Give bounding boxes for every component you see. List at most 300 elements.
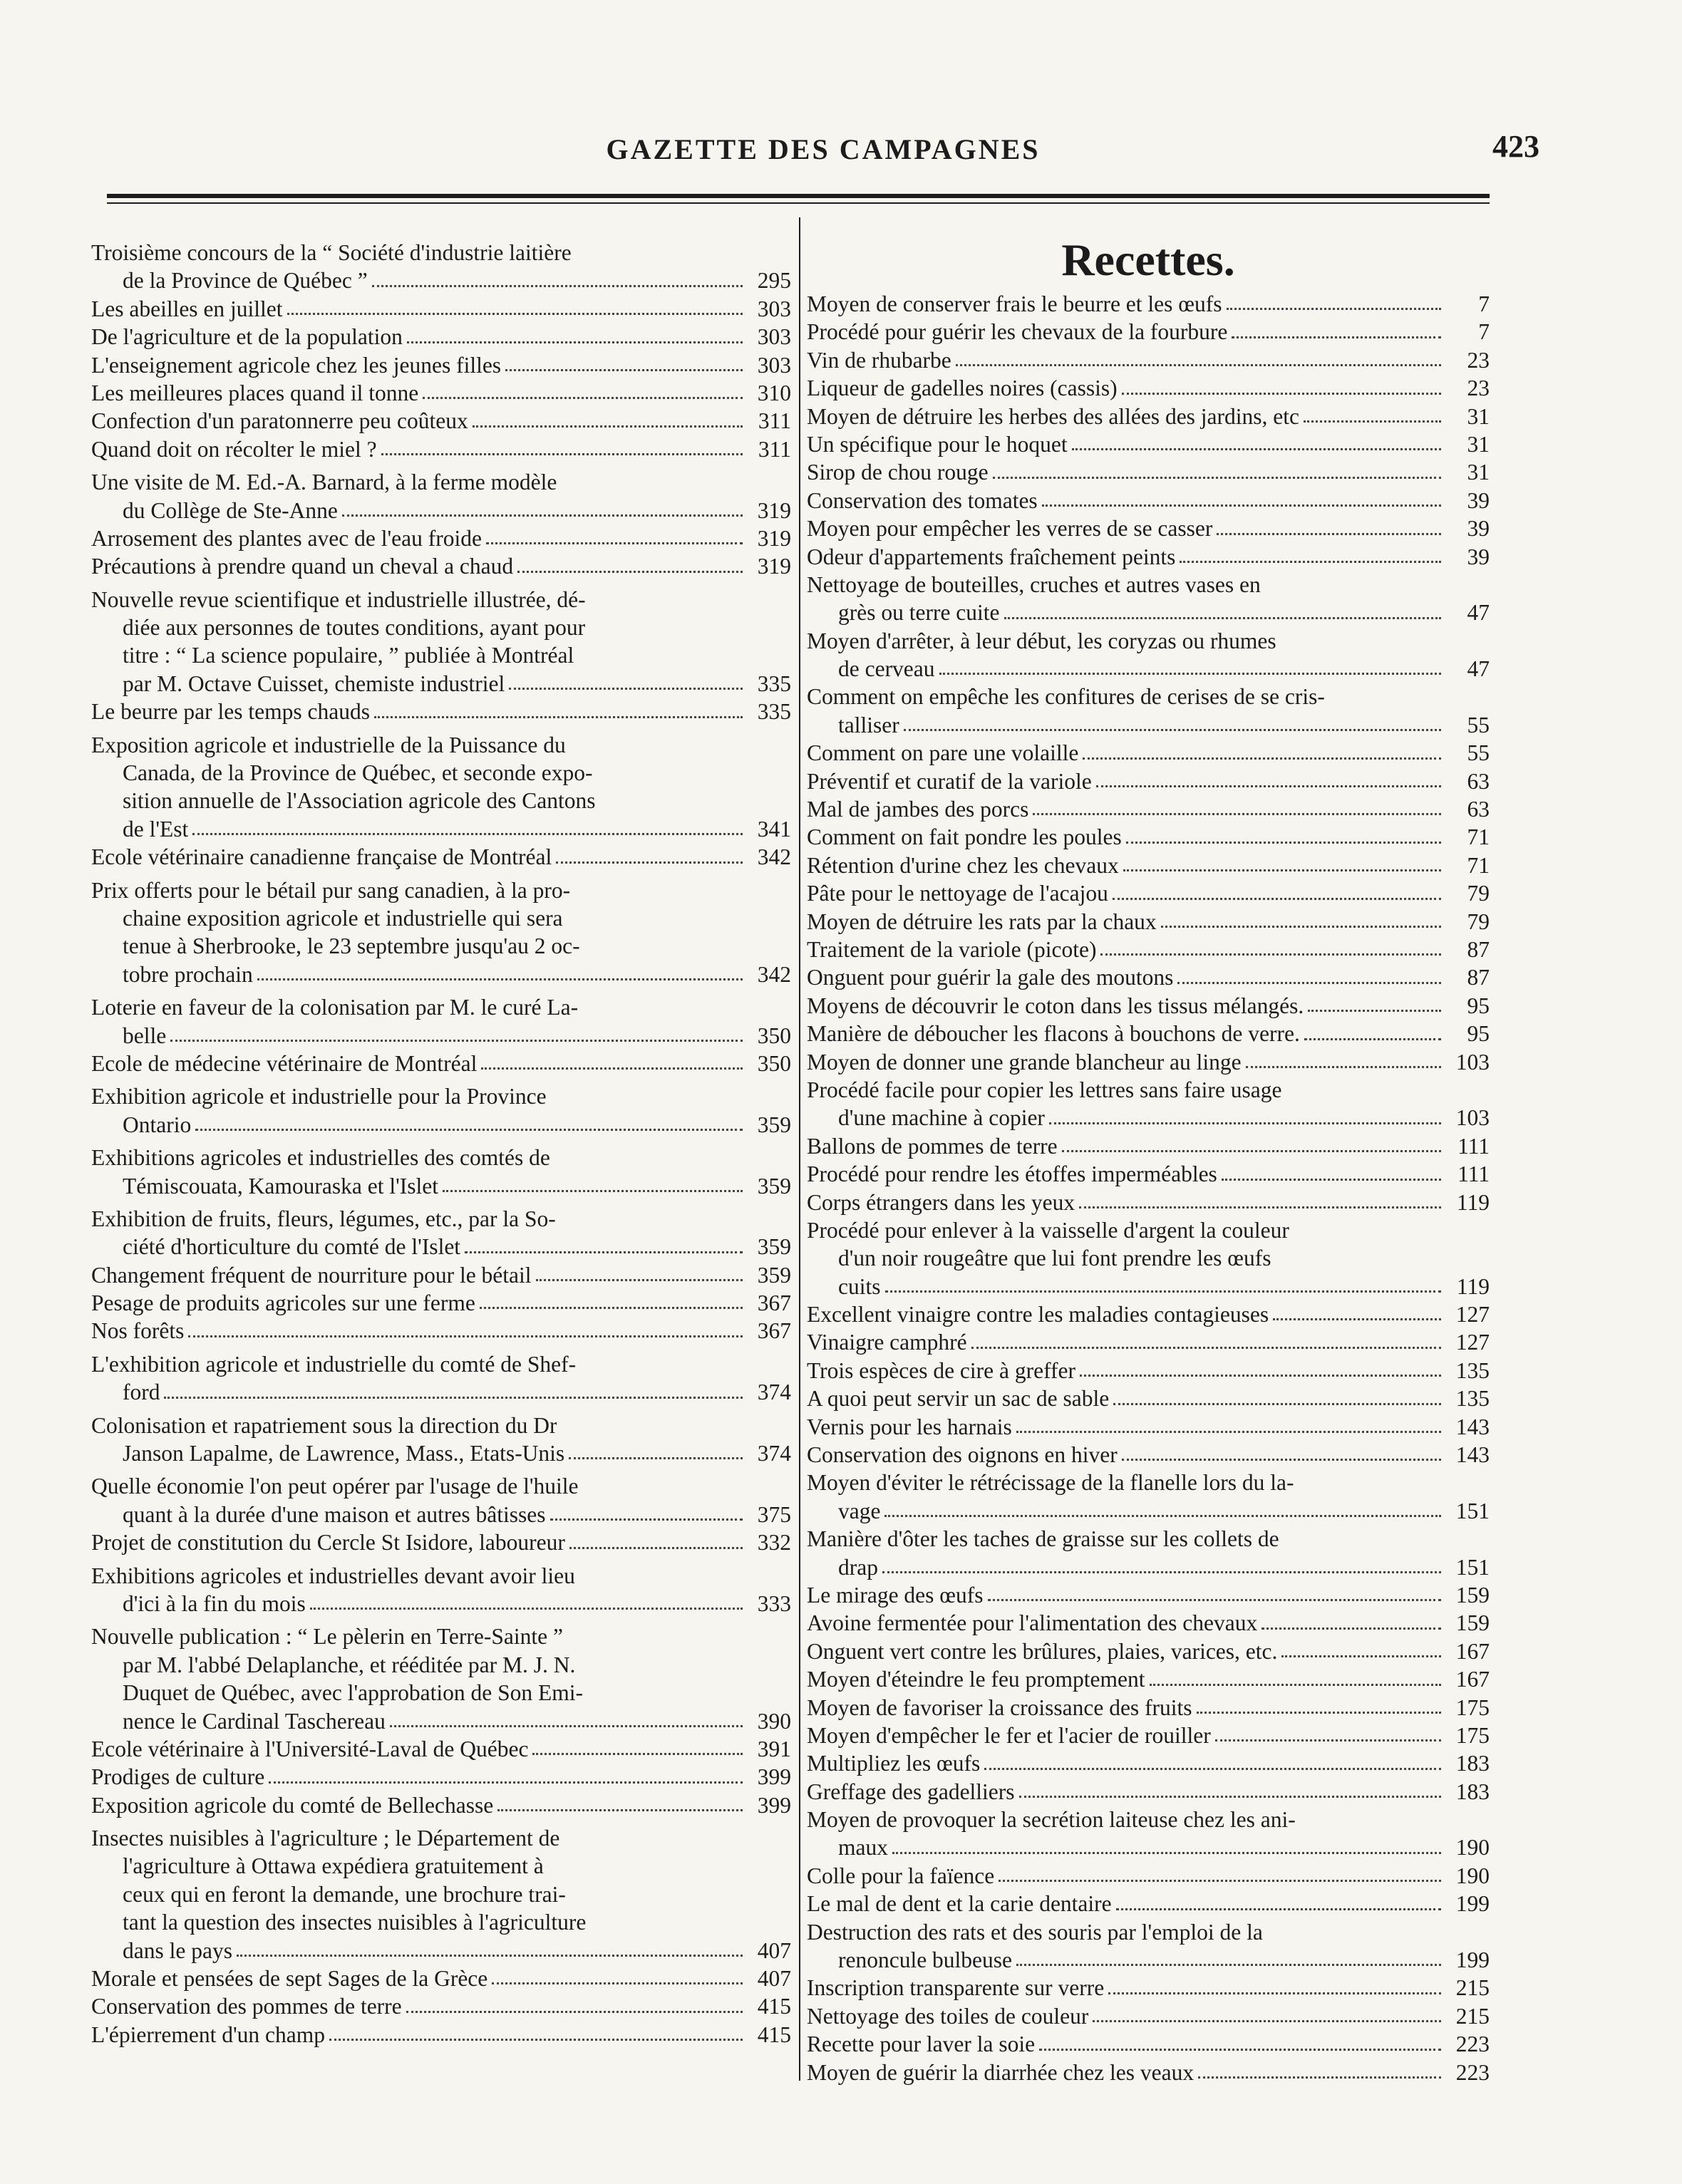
entry-line <box>91 468 791 496</box>
index-entry <box>91 1562 791 1618</box>
entry-line <box>91 1623 791 1650</box>
entry-text: Le mirage des œufs <box>807 1582 984 1608</box>
entry-text: Conservation des pommes de terre <box>91 1994 402 2019</box>
entry-text: quant à la durée d'une maison et autres bâtisses <box>123 1501 546 1527</box>
index-entry <box>91 323 791 351</box>
entry-line <box>91 1205 791 1233</box>
entry-line <box>807 1946 1490 1974</box>
entry-page-number: 350 <box>757 1023 791 1048</box>
index-entry <box>807 908 1490 936</box>
leader-dots <box>195 1129 743 1131</box>
leader-dots <box>1122 1459 1441 1461</box>
leader-dots <box>269 1781 743 1784</box>
entry-line <box>91 524 791 552</box>
entry-text: Recette pour laver la soie <box>807 2032 1036 2057</box>
entry-page-number: 167 <box>1455 1667 1490 1692</box>
entry-page-number: 350 <box>757 1050 791 1076</box>
entry-page-number: 39 <box>1467 516 1490 542</box>
entry-text: A quoi peut servir un sac de sable <box>807 1386 1110 1412</box>
entry-page-number: 71 <box>1467 824 1490 850</box>
entry-text: Nettoyage de bouteilles, cruches et autres vases en <box>807 571 1261 597</box>
entry-line <box>807 1890 1490 1918</box>
entry-line <box>807 1300 1490 1328</box>
leader-dots <box>188 1335 743 1337</box>
entry-text: Procédé pour enlever à la vaisselle d'argent la couleur <box>807 1217 1289 1243</box>
entry-line <box>91 1937 791 1965</box>
entry-line <box>807 599 1490 626</box>
entry-text: Vernis pour les harnais <box>807 1414 1012 1439</box>
entry-text: Moyen de favoriser la croissance des fruits <box>807 1694 1192 1720</box>
index-entry <box>807 963 1490 991</box>
leader-dots <box>988 1599 1441 1601</box>
index-entry <box>807 1974 1490 2002</box>
entry-line <box>807 514 1490 542</box>
leader-dots <box>381 453 743 455</box>
entry-page-number: 79 <box>1467 881 1490 906</box>
entry-text: Manière d'ôter les taches de graisse sur les collets de <box>807 1526 1279 1552</box>
index-entry <box>807 1216 1490 1300</box>
entry-line <box>807 1974 1490 2002</box>
entry-line <box>807 1469 1490 1496</box>
leader-dots <box>904 729 1441 731</box>
entry-page-number: 223 <box>1455 2059 1490 2085</box>
entry-line <box>807 487 1490 514</box>
entry-line <box>91 2021 791 2049</box>
entry-text: Moyen de guérir la diarrhée chez les veaux <box>807 2059 1195 2085</box>
index-entry <box>807 514 1490 542</box>
index-entry <box>807 346 1490 374</box>
entry-text: Duquet de Québec, avec l'approbation de Son Emi- <box>123 1680 583 1706</box>
entry-page-number: 215 <box>1455 2003 1490 2029</box>
index-entry <box>91 876 791 989</box>
entry-line <box>91 815 791 843</box>
entry-text: Exposition agricole et industrielle de la Puissance du <box>91 732 566 757</box>
entry-line <box>91 266 791 294</box>
entry-text: Ecole vétérinaire canadienne française de Montréal <box>91 844 552 870</box>
entry-line <box>807 1328 1490 1356</box>
entry-text: du Collège de Ste-Anne <box>123 497 338 523</box>
entry-line <box>91 323 791 351</box>
leader-dots <box>192 833 743 835</box>
index-entry <box>807 571 1490 627</box>
entry-page-number: 303 <box>757 324 791 350</box>
entry-text: Excellent vinaigre contre les maladies contagieuses <box>807 1302 1269 1328</box>
entry-text: Colle pour la faïence <box>807 1863 995 1888</box>
entry-page-number: 63 <box>1467 768 1490 794</box>
entry-page-number: 335 <box>757 671 791 696</box>
entry-page-number: 333 <box>757 1590 791 1616</box>
leader-dots <box>1215 1739 1441 1741</box>
entry-line <box>91 1763 791 1791</box>
index-entry <box>91 1317 791 1345</box>
index-entry <box>807 1665 1490 1693</box>
entry-line <box>91 239 791 266</box>
entry-line <box>807 852 1490 879</box>
entry-page-number: 375 <box>757 1501 791 1527</box>
recettes-list <box>807 290 1490 2086</box>
entry-line <box>807 1862 1490 1890</box>
entry-page-number: 175 <box>1455 1694 1490 1720</box>
index-entry <box>807 318 1490 346</box>
index-entry <box>807 1413 1490 1441</box>
leader-dots <box>956 364 1441 366</box>
entry-text: cuits <box>838 1273 881 1299</box>
entry-text: Exposition agricole du comté de Bellechasse <box>91 1792 494 1818</box>
index-entry <box>807 767 1490 795</box>
leader-dots <box>1227 308 1441 310</box>
entry-text: belle <box>123 1023 167 1048</box>
leader-dots <box>1262 1627 1441 1630</box>
entry-text: Confection d'un paratonnerre peu coûteux <box>91 408 468 434</box>
entry-page-number: 310 <box>757 380 791 405</box>
entry-page-number: 31 <box>1467 403 1490 429</box>
entry-text: Loterie en faveur de la colonisation par M. le curé La- <box>91 995 579 1020</box>
entry-line <box>91 1022 791 1050</box>
index-entry <box>91 1472 791 1528</box>
leader-dots <box>1093 2020 1441 2022</box>
entry-line <box>91 932 791 960</box>
leader-dots <box>1116 1908 1441 1910</box>
entry-line <box>807 1722 1490 1749</box>
index-entry <box>807 1722 1490 1749</box>
index-entry <box>91 1144 791 1200</box>
header-rule-thick <box>107 194 1490 198</box>
entry-text: Trois espèces de cire à greffer <box>807 1357 1075 1383</box>
entry-text: de cerveau <box>838 656 935 682</box>
leader-dots <box>1217 533 1441 535</box>
index-entry <box>807 1160 1490 1188</box>
index-entry <box>91 379 791 407</box>
entry-line <box>91 993 791 1021</box>
entry-line <box>807 1665 1490 1693</box>
index-entry <box>807 458 1490 486</box>
entry-text: Ontario <box>123 1112 192 1137</box>
entry-line <box>807 290 1490 318</box>
entry-page-number: 367 <box>757 1318 791 1344</box>
entry-text: Liqueur de gadelles noires (cassis) <box>807 376 1118 401</box>
entry-page-number: 167 <box>1455 1638 1490 1664</box>
entry-text: tenue à Sherbrooke, le 23 septembre jusqu'au 2 oc- <box>123 933 580 959</box>
entry-line <box>807 1216 1490 1244</box>
entry-line <box>91 641 791 669</box>
entry-text: Onguent pour guérir la gale des moutons <box>807 965 1174 990</box>
entry-text: ceux qui en feront la demande, une brochure trai- <box>123 1881 566 1907</box>
index-entry <box>91 295 791 323</box>
leader-dots <box>1016 1431 1441 1433</box>
leader-dots <box>406 2011 743 2013</box>
entry-text: Exhibition agricole et industrielle pour la Province <box>91 1084 547 1109</box>
entry-page-number: 159 <box>1455 1582 1490 1608</box>
entry-line <box>807 1189 1490 1216</box>
entry-line <box>91 379 791 407</box>
leader-dots <box>1080 1375 1441 1377</box>
entry-line <box>807 1132 1490 1160</box>
entry-line <box>91 1050 791 1077</box>
entry-line <box>807 1413 1490 1441</box>
entry-page-number: 303 <box>757 352 791 378</box>
index-entry <box>807 1806 1490 1862</box>
entry-line <box>91 1472 791 1500</box>
entry-line <box>91 1735 791 1763</box>
leader-dots <box>536 1279 743 1281</box>
entry-line <box>91 295 791 323</box>
index-entry <box>91 1289 791 1317</box>
entry-text: Janson Lapalme, de Lawrence, Mass., Etats-Unis <box>123 1441 565 1466</box>
entry-text: Témiscouata, Kamouraska et l'Islet <box>123 1173 439 1199</box>
entry-line <box>807 879 1490 907</box>
index-entry <box>807 1749 1490 1777</box>
leader-dots <box>971 1347 1441 1349</box>
index-entry <box>807 374 1490 402</box>
entry-page-number: 79 <box>1467 909 1490 934</box>
index-entry <box>91 435 791 463</box>
entry-line <box>91 1233 791 1261</box>
entry-text: Conservation des oignons en hiver <box>807 1442 1118 1468</box>
entry-text: Préventif et curatif de la variole <box>807 768 1092 794</box>
entry-line <box>807 1609 1490 1637</box>
entry-line <box>91 1412 791 1439</box>
entry-page-number: 119 <box>1456 1273 1490 1299</box>
entry-line <box>807 2030 1490 2058</box>
index-entry <box>91 586 791 698</box>
entry-line <box>807 1749 1490 1777</box>
entry-text: Moyen d'éviter le rétrécissage de la flanelle lors du la- <box>807 1470 1294 1496</box>
entry-text: Nettoyage des toiles de couleur <box>807 2003 1089 2029</box>
entry-line <box>91 1880 791 1908</box>
entry-text: Morale et pensées de sept Sages de la Grèce <box>91 1966 488 1992</box>
entry-text: Troisième concours de la “ Société d'industrie laitière <box>91 240 572 265</box>
entry-text: nence le Cardinal Taschereau <box>123 1708 386 1734</box>
entry-text: Pâte pour le nettoyage de l'acajou <box>807 881 1108 906</box>
index-entry <box>91 993 791 1050</box>
entry-page-number: 374 <box>757 1380 791 1405</box>
index-entry <box>807 823 1490 851</box>
leader-dots <box>473 425 743 428</box>
entry-text: Mal de jambes des porcs <box>807 797 1029 822</box>
index-entry <box>91 1763 791 1791</box>
entry-page-number: 159 <box>1455 1610 1490 1636</box>
entry-text: Greffage des gadelliers <box>807 1779 1015 1804</box>
entry-page-number: 407 <box>757 1937 791 1963</box>
entry-line <box>91 1908 791 1936</box>
entry-line <box>91 1111 791 1139</box>
entry-page-number: 183 <box>1455 1751 1490 1776</box>
entry-text: Pesage de produits agricoles sur une ferme <box>91 1290 475 1316</box>
entry-line <box>807 1694 1490 1722</box>
entry-text: L'enseignement agricole chez les jeunes filles <box>91 352 502 378</box>
entry-page-number: 367 <box>757 1290 791 1316</box>
entry-line <box>807 1385 1490 1412</box>
leader-dots <box>885 1290 1442 1293</box>
leader-dots <box>939 673 1441 675</box>
entry-text: d'une machine à copier <box>838 1105 1045 1131</box>
index-entry <box>807 1694 1490 1722</box>
entry-text: par M. Octave Cuisset, chemiste industriel <box>123 671 505 696</box>
entry-page-number: 7 <box>1478 319 1490 345</box>
entry-line <box>807 346 1490 374</box>
entry-line <box>91 1965 791 1992</box>
entry-line <box>807 571 1490 599</box>
entry-line <box>91 586 791 614</box>
entry-page-number: 39 <box>1467 487 1490 513</box>
leader-dots <box>1180 561 1441 563</box>
entry-line <box>91 1679 791 1707</box>
index-entry <box>91 407 791 435</box>
entry-line <box>91 1350 791 1378</box>
entry-text: Moyen d'empêcher le fer et l'acier de rouiller <box>807 1722 1211 1748</box>
entry-page-number: 342 <box>757 844 791 870</box>
entry-text: de la Province de Québec ” <box>123 268 368 294</box>
entry-line <box>807 1525 1490 1553</box>
entry-line <box>91 407 791 435</box>
entry-line <box>807 1553 1490 1581</box>
entry-line <box>807 767 1490 795</box>
entry-page-number: 175 <box>1455 1722 1490 1748</box>
index-entry <box>91 1205 791 1261</box>
entry-page-number: 359 <box>757 1262 791 1288</box>
entry-line <box>807 936 1490 963</box>
entry-text: Vinaigre camphré <box>807 1330 967 1355</box>
leader-dots <box>1079 1206 1441 1209</box>
entry-page-number: 55 <box>1467 712 1490 738</box>
entry-text: Moyen de conserver frais le beurre et les œufs <box>807 291 1222 316</box>
entry-line <box>91 1992 791 2020</box>
entry-page-number: 87 <box>1467 936 1490 962</box>
leader-dots <box>882 1571 1441 1573</box>
index-entry <box>807 1581 1490 1609</box>
leader-dots <box>329 2039 743 2041</box>
index-entry <box>91 1082 791 1139</box>
leader-dots <box>1083 757 1441 760</box>
entry-line <box>807 1076 1490 1104</box>
index-entry <box>91 1965 791 1992</box>
entry-text: Moyen d'arrêter, à leur début, les coryzas ou rhumes <box>807 628 1276 653</box>
entry-text: L'exhibition agricole et industrielle du comté de Shef- <box>91 1351 577 1377</box>
entry-page-number: 295 <box>757 268 791 294</box>
leader-dots <box>1126 842 1441 844</box>
entry-line <box>807 1357 1490 1385</box>
index-entry <box>807 1357 1490 1385</box>
entry-text: tant la question des insectes nuisibles à l'agriculture <box>123 1910 587 1935</box>
entry-text: Manière de déboucher les flacons à bouchons de verre. <box>807 1021 1300 1047</box>
entry-line <box>807 963 1490 991</box>
entry-page-number: 190 <box>1455 1835 1490 1860</box>
index-entry <box>91 731 791 844</box>
index-entry <box>807 430 1490 458</box>
index-entry <box>91 1261 791 1289</box>
entry-page-number: 399 <box>757 1764 791 1790</box>
entry-text: Exhibitions agricoles et industrielles devant avoir lieu <box>91 1563 575 1588</box>
entry-page-number: 391 <box>757 1736 791 1761</box>
entry-line <box>807 1273 1490 1300</box>
index-entry <box>91 468 791 524</box>
entry-text: Changement fréquent de nourriture pour le bétail <box>91 1262 532 1288</box>
leader-dots <box>1246 1066 1441 1068</box>
header-rule-thin <box>107 202 1490 204</box>
entry-text: talliser <box>838 712 899 738</box>
index-entry <box>91 552 791 580</box>
index-entry <box>807 1469 1490 1525</box>
leader-dots <box>984 1768 1441 1770</box>
entry-text: Canada, de la Province de Québec, et seconde expo- <box>123 760 593 786</box>
entry-line <box>807 374 1490 402</box>
entry-line <box>91 698 791 725</box>
entry-line <box>91 1317 791 1345</box>
entry-text: maux <box>838 1835 888 1860</box>
entry-line <box>91 614 791 641</box>
index-entry <box>91 1050 791 1077</box>
entry-page-number: 111 <box>1457 1133 1490 1159</box>
index-entry <box>91 2021 791 2049</box>
entry-text: Ballons de pommes de terre <box>807 1133 1058 1159</box>
entry-page-number: 95 <box>1467 993 1490 1018</box>
entry-text: Précautions à prendre quand un cheval a chaud <box>91 554 514 579</box>
entry-page-number: 199 <box>1455 1947 1490 1973</box>
entry-line <box>91 1824 791 1852</box>
entry-line <box>91 1172 791 1200</box>
entry-line <box>807 318 1490 346</box>
leader-dots <box>550 1518 743 1521</box>
entry-text: Quand doit on récolter le miel ? <box>91 436 377 462</box>
entry-page-number: 119 <box>1456 1189 1490 1215</box>
leader-dots <box>1150 1684 1441 1686</box>
index-entry <box>807 2002 1490 2030</box>
entry-page-number: 151 <box>1455 1554 1490 1580</box>
leader-dots <box>993 477 1441 479</box>
leader-dots <box>517 571 743 573</box>
entry-line <box>807 403 1490 430</box>
index-entry <box>807 1862 1490 1890</box>
entry-page-number: 135 <box>1455 1357 1490 1383</box>
index-entry <box>807 1132 1490 1160</box>
entry-line <box>807 627 1490 655</box>
entry-page-number: 47 <box>1467 600 1490 626</box>
index-entry <box>91 239 791 295</box>
entry-line <box>91 670 791 698</box>
entry-line <box>807 1918 1490 1946</box>
index-entry <box>807 1300 1490 1328</box>
entry-line <box>91 497 791 524</box>
entry-line <box>91 1791 791 1819</box>
entry-page-number: 127 <box>1455 1302 1490 1328</box>
entry-page-number: 111 <box>1457 1161 1490 1187</box>
entry-text: Vin de rhubarbe <box>807 347 951 373</box>
index-entry <box>91 1623 791 1735</box>
leader-dots <box>342 514 743 517</box>
entry-page-number: 190 <box>1455 1863 1490 1888</box>
entry-line <box>807 795 1490 823</box>
entry-page-number: 71 <box>1467 852 1490 878</box>
index-entry <box>91 1992 791 2020</box>
entry-text: l'agriculture à Ottawa expédiera gratuitement à <box>123 1853 544 1879</box>
entry-text: Moyen de provoquer la secrétion laiteuse chez les ani- <box>807 1807 1296 1833</box>
journal-title: GAZETTE DES CAMPAGNES <box>606 133 1041 165</box>
entry-text: ford <box>123 1380 160 1405</box>
index-entry <box>91 1824 791 1965</box>
leader-dots <box>390 1725 743 1727</box>
entry-page-number: 103 <box>1455 1049 1490 1075</box>
entry-text: diée aux personnes de toutes conditions, ayant pour <box>123 615 586 641</box>
leader-dots <box>443 1190 743 1192</box>
entry-text: Prodiges de culture <box>91 1764 265 1790</box>
entry-line <box>807 543 1490 571</box>
leader-dots <box>569 1547 743 1549</box>
leader-dots <box>1161 926 1441 928</box>
entry-page-number: 135 <box>1455 1386 1490 1412</box>
entry-line <box>807 823 1490 851</box>
entry-page-number: 341 <box>757 816 791 842</box>
entry-page-number: 359 <box>757 1234 791 1260</box>
